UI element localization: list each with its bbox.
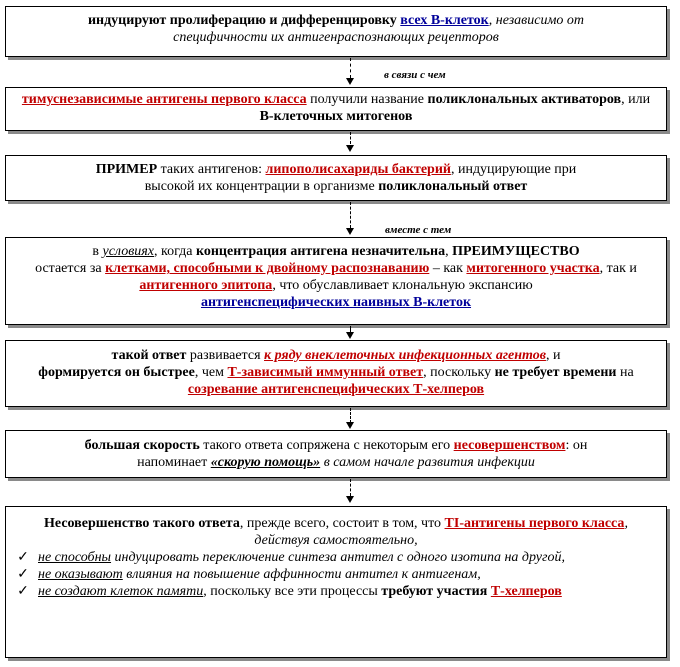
b7-item1-b: индуцировать переключение синтеза антител с одного изотипа на другой, (111, 550, 565, 565)
box-imperfection-speed (5, 430, 667, 478)
b2-mitogens: В-клеточных митогенов (259, 109, 413, 124)
b4-text-11: , так и (599, 261, 637, 276)
b7-item3-a: не создают (38, 584, 107, 599)
b4-clonal-expansion: клональную экспансию (392, 278, 533, 293)
b2-text-2: получили название (306, 92, 428, 107)
b6-imperfection: несовершенством (453, 438, 566, 453)
b5-text-7: , чем (194, 365, 228, 380)
b4-low-concentration: концентрация антигена незначительна (195, 244, 446, 259)
b7-item1-a: не способны (38, 550, 112, 565)
b3-polyclonal-response: поликлональный ответ (378, 179, 528, 194)
b7-ti-antigens: ТI-антигены первого класса (444, 516, 625, 531)
b5-text-11: на (616, 365, 634, 380)
b5-forms: формируется (38, 365, 125, 380)
b7-item3-d: требуют участия (381, 584, 491, 599)
box-imperfection-details (5, 506, 667, 658)
b6-text-2: такого ответа сопряжена с некоторым его (199, 438, 454, 453)
check-icon: ✓ (17, 584, 29, 599)
b2-text-4: , или (621, 92, 651, 107)
b4-text-13: , что обуславливает (272, 278, 393, 293)
b4-antigenic-epitope: антигенного эпитопа (139, 278, 273, 293)
b6-text-5: напоминает (137, 455, 211, 470)
b5-text-9: , поскольку (423, 365, 495, 380)
b5-extracellular-agents: к ряду внеклеточных инфекционных агентов (264, 348, 546, 363)
b3-example: ПРИМЕР (95, 162, 158, 177)
b4-text-5: , (445, 244, 453, 259)
b7-item2-a: не оказывают (38, 567, 123, 582)
b1-text-4: специфичности их антигенраспознающих рецепторов (173, 30, 499, 45)
b7-text-5: , действуя самостоятельно, (254, 516, 628, 548)
connector-line-6 (350, 479, 351, 496)
b6-high-speed: большая скорость (84, 438, 200, 453)
b7-check-item (17, 583, 656, 600)
b4-text-3: , когда (154, 244, 196, 259)
b3-text-5: высокой их концентрации в организме (144, 179, 379, 194)
b5-text-4: , и (545, 348, 561, 363)
b5-t-dependent: Т-зависимый иммунный ответ (227, 365, 424, 380)
b4-dual-recognition-cells: клетками, способными к двойному распознаванию (105, 261, 430, 276)
b7-check-item (17, 549, 656, 566)
box-fast-response (5, 340, 667, 407)
connector-line-5 (350, 408, 351, 423)
b4-text-9: – как (429, 261, 467, 276)
b3-lps: липополисахариды бактерий (265, 162, 451, 177)
check-icon: ✓ (17, 550, 29, 565)
b6-ambulance: «скорую помощь» (210, 455, 321, 470)
b1-text-1: индуцируют пролиферацию и дифференцировку (87, 13, 401, 28)
b1-text-3: , независимо от (488, 13, 585, 28)
connector-arrow-1 (346, 78, 354, 85)
b7-check-list (16, 549, 656, 600)
box-example (5, 155, 667, 201)
connector-label-1: в связи с чем (384, 69, 446, 81)
b4-text-7: остается за (35, 261, 106, 276)
b7-item3-e: Т-хелперов (490, 584, 562, 599)
b5-text-2: развивается (186, 348, 265, 363)
b3-text-2: таких антигенов: (157, 162, 266, 177)
b7-item3-b: клеток памяти (106, 584, 204, 599)
b4-text-1: в (92, 244, 103, 259)
b5-th-maturation: созревание антигенспецифических Т-хелперов (187, 382, 485, 397)
b2-polyclonal: поликлональных активаторов (427, 92, 622, 107)
box-polyclonal-activators (5, 87, 667, 131)
b3-text-4: , индуцирующие при (450, 162, 577, 177)
b1-all-b-cells: всех В-клеток (400, 13, 489, 28)
connector-arrow-5 (346, 422, 354, 429)
connector-label-2: вместе с тем (385, 224, 452, 236)
b7-check-item (17, 566, 656, 583)
connector-arrow-2 (346, 145, 354, 152)
check-icon: ✓ (17, 567, 29, 582)
connector-arrow-3 (346, 228, 354, 235)
b4-mitogenic-site: митогенного участка (466, 261, 600, 276)
b5-no-time: не требует времени (494, 365, 617, 380)
b4-naive-b-cells: антигенспецифических наивных В-клеток (200, 295, 472, 310)
b6-text-4: : он (565, 438, 588, 453)
b4-conditions: условиях (102, 244, 154, 259)
connector-arrow-6 (346, 496, 354, 503)
b2-ti-antigens: тимуснезависимые антигены первого класса (21, 92, 307, 107)
b5-faster: он быстрее (124, 365, 195, 380)
b7-text-2: такого ответа (149, 516, 240, 531)
b5-such-response: такой ответ (111, 348, 187, 363)
connector-line-2 (350, 132, 351, 144)
box-advantage (5, 237, 667, 325)
b4-advantage: ПРЕИМУЩЕСТВО (452, 244, 580, 259)
b7-intro (16, 515, 656, 549)
b7-item3-c: , поскольку все эти процессы (203, 584, 382, 599)
connector-line-1 (350, 58, 351, 78)
box-polyclonal-induction (5, 6, 667, 57)
b7-item2-b: влияния на повышение аффинности антител к антигенам, (122, 567, 481, 582)
connector-line-3 (350, 202, 351, 228)
b6-text-7: в самом начале развития инфекции (320, 455, 535, 470)
connector-arrow-4 (346, 332, 354, 339)
b7-text-3: , прежде всего, состоит в том, что (239, 516, 445, 531)
b7-imperfection: Несовершенство (44, 516, 150, 531)
